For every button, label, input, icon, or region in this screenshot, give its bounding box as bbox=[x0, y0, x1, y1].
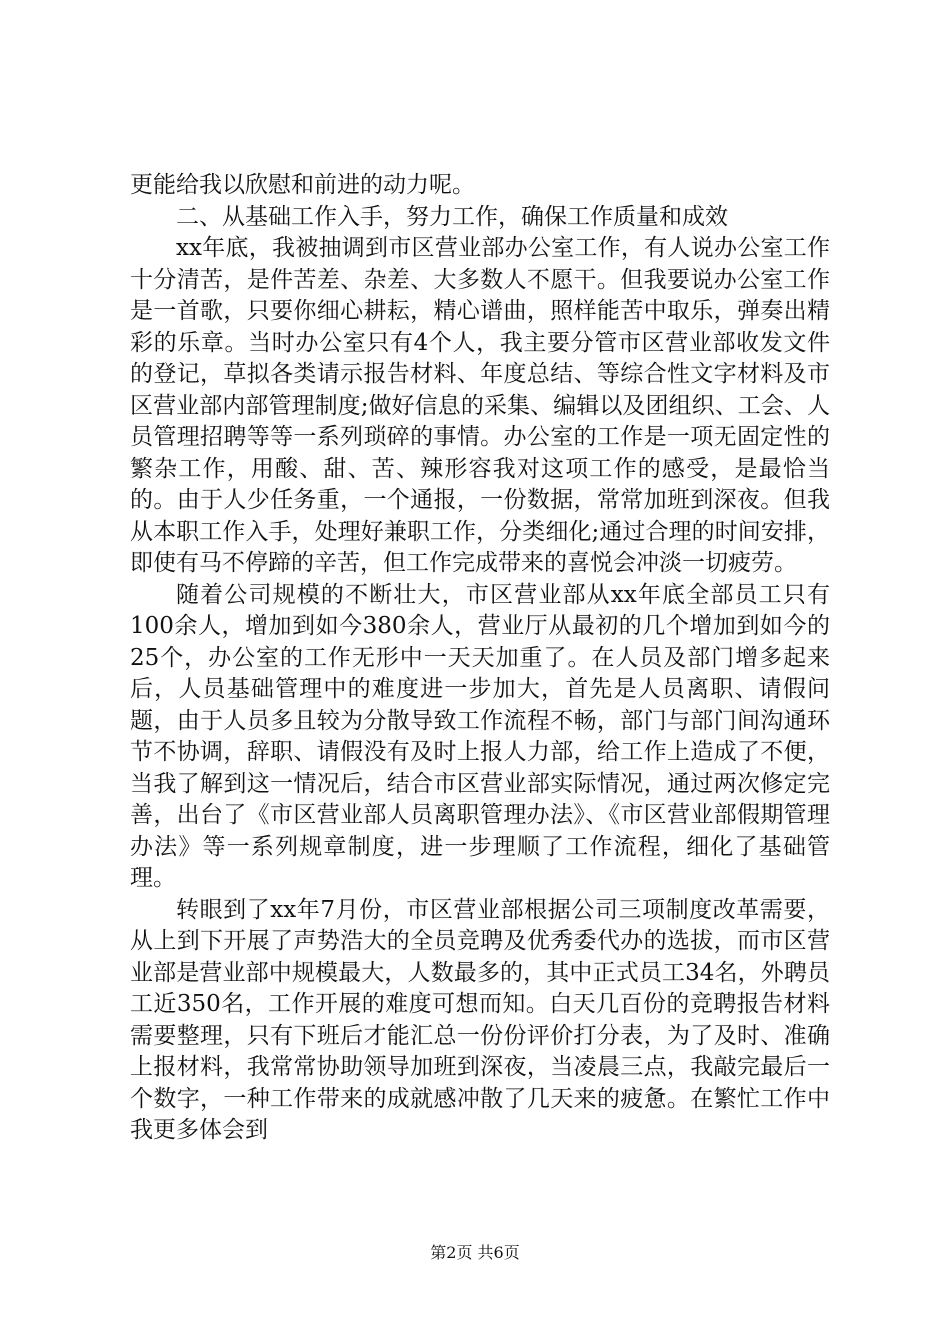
document-body bbox=[130, 170, 830, 1147]
paragraph: 转眼到了xx年7月份，市区营业部根据公司三项制度改革需要，从上到下开展了声势浩大的全员竞聘及优秀委代办的选拔，而市区营业部是营业部中规模最大，人数最多的，其中正式员工34名，外聘员工近350名，工作开展的难度可想而知。白天几百份的竞聘报告材料需要整理，只有下班后才能汇总一份份评价打分表，为了及时、准确上报材料，我常常协助领导加班到深夜，当凌晨三点，我敲完最后一个数字，一种工作带来的成就感冲散了几天来的疲惫。在繁忙工作中我更多体会到 bbox=[130, 896, 830, 1143]
paragraph-continuation: 更能给我以欣慰和前进的动力呢。 bbox=[130, 172, 475, 198]
page-number: 第2页 共6页 bbox=[430, 1243, 520, 1262]
section-heading: 二、从基础工作入手，努力工作，确保工作质量和成效 bbox=[176, 203, 728, 230]
paragraph: xx年底，我被抽调到市区营业部办公室工作，有人说办公室工作十分清苦，是件苦差、杂差、大多数人不愿干。但我要说办公室工作是一首歌，只要你细心耕耘，精心谱曲，照样能苦中取乐，弹奏出精彩的乐章。当时办公室只有4个人，我主要分管市区营业部收发文件的登记，草拟各类请示报告材料、年度总结、等综合性文字材料及市区营业部内部管理制度;做好信息的采集、编辑以及团组织、工会、人员管理招聘等等一系列琐碎的事情。办公室的工作是一项无固定性的繁杂工作，用酸、甜、苦、辣形容我对这项工作的感受，是最恰当的。由于人少任务重，一个通报，一份数据，常常加班到深夜。但我从本职工作入手，处理好兼职工作，分类细化;通过合理的时间安排，即使有马不停蹄的辛苦，但工作完成带来的喜悦会冲淡一切疲劳。 bbox=[130, 235, 830, 576]
paragraph: 随着公司规模的不断壮大，市区营业部从xx年底全部员工只有100余人，增加到如今380余人，营业厅从最初的几个增加到如今的25个，办公室的工作无形中一天天加重了。在人员及部门增多起来后，人员基础管理中的难度进一步加大，首先是人员离职、请假问题，由于人员多且较为分散导致工作流程不畅，部门与部门间沟通环节不协调，辞职、请假没有及时上报人力部，给工作上造成了不便，当我了解到这一情况后，结合市区营业部实际情况，通过两次修定完善，出台了《市区营业部人员离职管理办法》、《市区营业部假期管理办法》等一系列规章制度，进一步理顺了工作流程，细化了基础管理。 bbox=[130, 581, 830, 891]
